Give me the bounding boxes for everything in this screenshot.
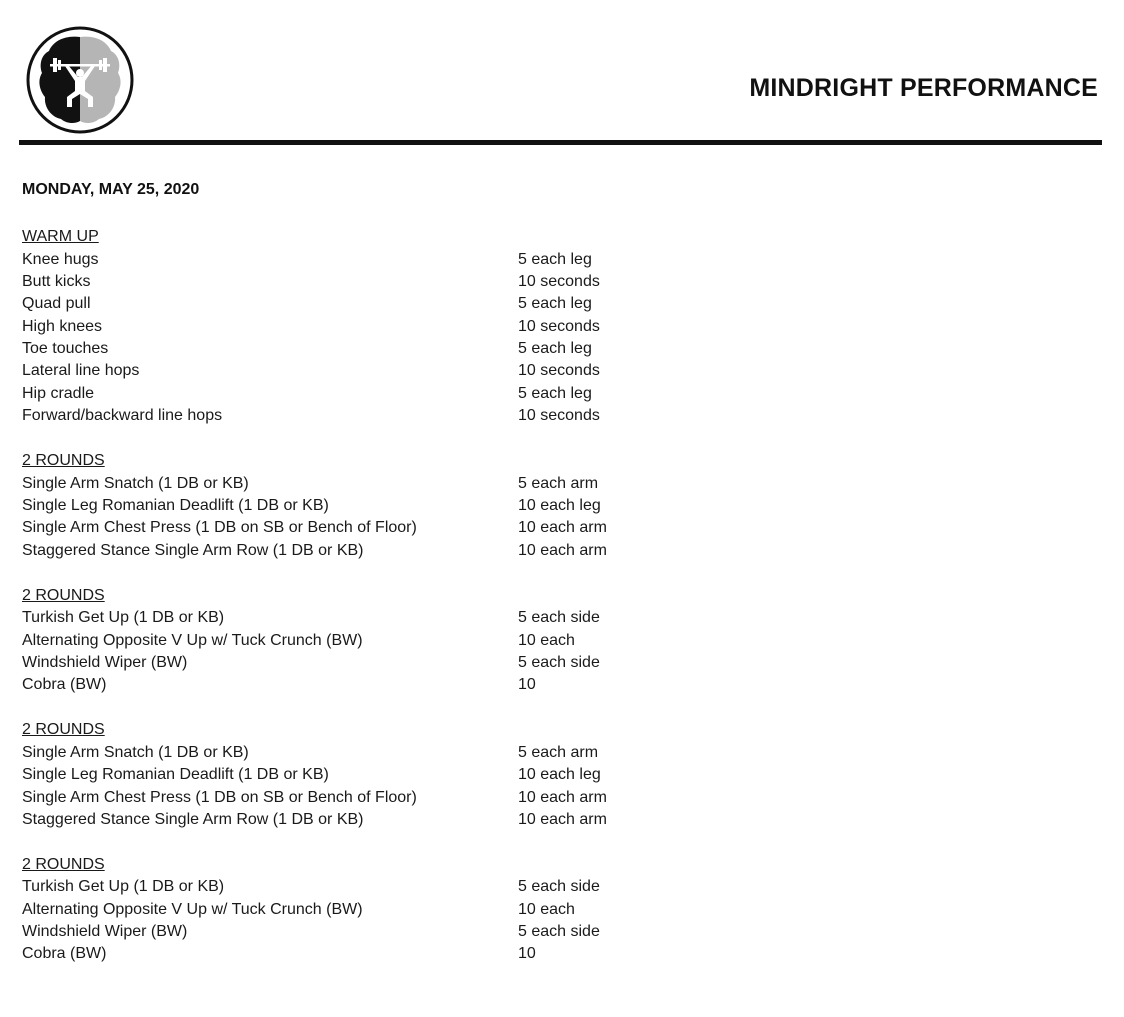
section-title: 2 ROUNDS (22, 721, 105, 739)
exercise-amount: 5 each leg (518, 250, 592, 268)
exercise-name: Quad pull (22, 295, 91, 313)
exercise-amount: 10 seconds (518, 317, 600, 335)
section-title: 2 ROUNDS (22, 452, 105, 470)
exercise-row (22, 630, 722, 652)
exercise-name: Butt kicks (22, 272, 91, 290)
exercise-name: High knees (22, 317, 103, 335)
exercise-amount: 10 seconds (518, 407, 600, 425)
exercise-amount: 5 each leg (518, 295, 592, 313)
exercise-row (22, 943, 722, 965)
exercise-row (22, 809, 722, 831)
exercise-name: Alternating Opposite V Up w/ Tuck Crunch (BW) (22, 631, 363, 649)
exercise-amount: 10 each arm (518, 788, 607, 806)
exercise-name: Staggered Stance Single Arm Row (1 DB or KB) (22, 810, 364, 828)
exercise-name: Single Leg Romanian Deadlift (1 DB or KB) (22, 766, 329, 784)
workout-content (22, 226, 722, 988)
exercise-row (22, 316, 722, 338)
section-2-rounds (22, 719, 722, 831)
exercise-amount: 10 (518, 945, 536, 963)
exercise-row (22, 787, 722, 809)
exercise-amount: 5 each side (518, 609, 600, 627)
exercise-name: Knee hugs (22, 250, 99, 268)
exercise-name: Toe touches (22, 340, 109, 358)
exercise-row (22, 383, 722, 405)
exercise-row (22, 607, 722, 629)
exercise-name: Hip cradle (22, 384, 95, 402)
exercise-name: Single Arm Chest Press (1 DB on SB or Bench of Floor) (22, 519, 417, 537)
exercise-row (22, 742, 722, 764)
exercise-name: Cobra (BW) (22, 945, 107, 963)
exercise-name: Windshield Wiper (BW) (22, 923, 188, 941)
exercise-amount: 5 each side (518, 653, 600, 671)
exercise-row (22, 249, 722, 271)
section-title: 2 ROUNDS (22, 855, 105, 873)
brand-title: MINDRIGHT PERFORMANCE (749, 74, 1098, 102)
exercise-row (22, 517, 722, 539)
exercise-name: Cobra (BW) (22, 676, 107, 694)
section-warm-up (22, 226, 722, 428)
exercise-amount: 10 each arm (518, 519, 607, 537)
section-2-rounds (22, 585, 722, 697)
exercise-name: Single Arm Chest Press (1 DB on SB or Bench of Floor) (22, 788, 417, 806)
exercise-row (22, 540, 722, 562)
exercise-name: Staggered Stance Single Arm Row (1 DB or KB) (22, 541, 364, 559)
exercise-amount: 10 each leg (518, 497, 601, 515)
exercise-amount: 5 each side (518, 878, 600, 896)
exercise-name: Alternating Opposite V Up w/ Tuck Crunch (BW) (22, 900, 363, 918)
section-title: 2 ROUNDS (22, 586, 105, 604)
exercise-amount: 10 each (518, 631, 575, 649)
exercise-amount: 5 each side (518, 923, 600, 941)
exercise-name: Turkish Get Up (1 DB or KB) (22, 609, 225, 627)
exercise-name: Lateral line hops (22, 362, 140, 380)
exercise-name: Single Arm Snatch (1 DB or KB) (22, 474, 249, 492)
exercise-amount: 10 seconds (518, 272, 600, 290)
exercise-row (22, 652, 722, 674)
exercise-row (22, 764, 722, 786)
exercise-name: Single Leg Romanian Deadlift (1 DB or KB) (22, 497, 329, 515)
section-2-rounds (22, 854, 722, 966)
exercise-row (22, 473, 722, 495)
exercise-name: Single Arm Snatch (1 DB or KB) (22, 743, 249, 761)
exercise-row (22, 899, 722, 921)
exercise-name: Forward/backward line hops (22, 407, 223, 425)
exercise-amount: 5 each arm (518, 474, 599, 492)
exercise-row (22, 293, 722, 315)
exercise-amount: 5 each arm (518, 743, 599, 761)
exercise-amount: 10 each (518, 900, 575, 918)
exercise-amount: 10 seconds (518, 362, 600, 380)
header-divider (19, 140, 1102, 145)
exercise-amount: 10 each arm (518, 810, 607, 828)
section-title: WARM UP (22, 228, 99, 245)
workout-date: MONDAY, MAY 25, 2020 (22, 181, 200, 198)
exercise-name: Turkish Get Up (1 DB or KB) (22, 878, 225, 896)
exercise-amount: 10 (518, 676, 536, 694)
exercise-row (22, 338, 722, 360)
section-2-rounds (22, 450, 722, 562)
exercise-amount: 5 each leg (518, 384, 592, 402)
exercise-row (22, 405, 722, 427)
exercise-amount: 10 each arm (518, 541, 607, 559)
exercise-row (22, 921, 722, 943)
exercise-name: Windshield Wiper (BW) (22, 653, 188, 671)
brain-weightlifter-logo-icon (25, 25, 135, 135)
exercise-row (22, 360, 722, 382)
exercise-row (22, 271, 722, 293)
exercise-amount: 10 each leg (518, 766, 601, 784)
exercise-amount: 5 each leg (518, 340, 592, 358)
exercise-row (22, 674, 722, 696)
exercise-row (22, 495, 722, 517)
exercise-row (22, 876, 722, 898)
